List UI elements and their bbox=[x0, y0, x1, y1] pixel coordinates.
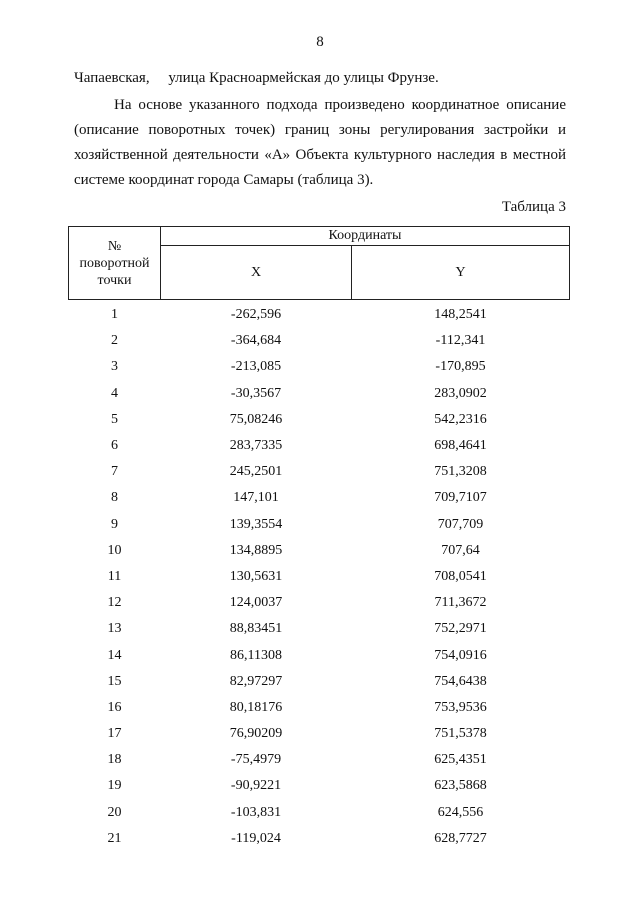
cell-y: 708,0541 bbox=[434, 568, 487, 584]
cell-x: 130,5631 bbox=[229, 568, 283, 584]
cell-x: -103,831 bbox=[230, 804, 282, 820]
header-num-word1: поворотной bbox=[79, 255, 150, 271]
cell-point-number: 17 bbox=[107, 726, 122, 742]
table-row bbox=[69, 721, 570, 747]
table-row bbox=[69, 747, 570, 773]
header-num-symbol: № bbox=[107, 238, 122, 254]
cell-x: 139,3554 bbox=[229, 516, 283, 532]
cell-x: -364,684 bbox=[230, 333, 282, 349]
cell-point-number: 3 bbox=[111, 359, 118, 375]
cell-point-number: 16 bbox=[107, 699, 122, 715]
cell-x: 88,83451 bbox=[229, 621, 283, 637]
table-row bbox=[69, 512, 570, 538]
cell-point-number: 6 bbox=[111, 438, 118, 454]
cell-x: 80,18176 bbox=[229, 699, 283, 715]
cell-y: 698,4641 bbox=[434, 438, 487, 454]
table-row bbox=[69, 773, 570, 799]
cell-y: 628,7727 bbox=[434, 830, 487, 846]
header-coordinates: Координаты bbox=[161, 227, 570, 246]
cell-point-number: 4 bbox=[111, 385, 118, 401]
table-row bbox=[69, 485, 570, 511]
table-row bbox=[69, 300, 570, 329]
cell-x: 86,11308 bbox=[230, 647, 282, 663]
table-row bbox=[69, 590, 570, 616]
cell-point-number: 18 bbox=[107, 752, 122, 768]
cell-y: 148,2541 bbox=[434, 307, 487, 323]
table-caption: Таблица 3 bbox=[501, 199, 566, 215]
cell-x: -75,4979 bbox=[230, 752, 282, 768]
cell-x: 75,08246 bbox=[229, 411, 283, 427]
table-row bbox=[69, 354, 570, 380]
header-point-number bbox=[69, 227, 161, 300]
header-num-word2: точки bbox=[97, 272, 132, 288]
cell-y: 709,7107 bbox=[434, 490, 487, 506]
header-x: X bbox=[161, 246, 352, 300]
table-row bbox=[69, 538, 570, 564]
table-body bbox=[69, 300, 570, 852]
cell-y: 707,64 bbox=[441, 542, 480, 558]
cell-x: -262,596 bbox=[230, 307, 282, 323]
cell-point-number: 12 bbox=[107, 595, 122, 611]
cell-point-number: 21 bbox=[107, 830, 122, 846]
cell-x: 283,7335 bbox=[229, 438, 283, 454]
cell-x: 147,101 bbox=[233, 490, 279, 506]
table-row bbox=[69, 800, 570, 826]
cell-x: -90,9221 bbox=[230, 778, 282, 794]
cell-x: 134,8895 bbox=[229, 542, 283, 558]
cell-x: 76,90209 bbox=[229, 726, 283, 742]
header-y: Y bbox=[352, 246, 570, 300]
table-row bbox=[69, 564, 570, 590]
cell-y: 283,0902 bbox=[434, 385, 487, 401]
table-row bbox=[69, 616, 570, 642]
table-row bbox=[69, 381, 570, 407]
body-paragraph: На основе указанного подхода произведено координатное описание (описание поворотных точек) границ зоны регулирования застройки и хозяйственной деятельности «А» Объекта культурного наследия в местной системе координат города Самары (таблица 3). bbox=[74, 97, 566, 188]
cell-x: -213,085 bbox=[230, 359, 282, 375]
cell-point-number: 11 bbox=[107, 568, 122, 584]
cell-point-number: 15 bbox=[107, 673, 122, 689]
cell-y: -112,341 bbox=[435, 333, 486, 349]
cell-y: 625,4351 bbox=[434, 752, 487, 768]
cell-point-number: 14 bbox=[107, 647, 122, 663]
cell-point-number: 10 bbox=[107, 542, 122, 558]
cell-point-number: 5 bbox=[111, 411, 118, 427]
cell-point-number: 20 bbox=[107, 804, 122, 820]
table-row bbox=[69, 433, 570, 459]
cell-point-number: 2 bbox=[111, 333, 118, 349]
street-line: Чапаевская, улица Красноармейская до улицы Фрунзе. bbox=[74, 70, 439, 86]
page-number: 8 bbox=[316, 34, 324, 50]
table-row bbox=[69, 642, 570, 668]
table-row bbox=[69, 669, 570, 695]
cell-x: -30,3567 bbox=[230, 385, 282, 401]
table-row bbox=[69, 407, 570, 433]
cell-x: -119,024 bbox=[231, 830, 281, 846]
cell-y: 751,5378 bbox=[434, 726, 487, 742]
cell-y: 752,2971 bbox=[434, 621, 487, 637]
cell-y: 754,0916 bbox=[434, 647, 487, 663]
cell-x: 245,2501 bbox=[229, 464, 283, 480]
cell-y: 542,2316 bbox=[434, 411, 487, 427]
coordinates-table bbox=[68, 226, 570, 852]
cell-point-number: 9 bbox=[111, 516, 118, 532]
cell-x: 82,97297 bbox=[229, 673, 283, 689]
cell-point-number: 19 bbox=[107, 778, 122, 794]
cell-y: 751,3208 bbox=[434, 464, 487, 480]
table-row bbox=[69, 459, 570, 485]
table-row bbox=[69, 826, 570, 852]
table-row bbox=[69, 328, 570, 354]
cell-y: 624,556 bbox=[437, 804, 484, 820]
cell-y: 754,6438 bbox=[434, 673, 487, 689]
cell-y: 753,9536 bbox=[434, 699, 487, 715]
cell-y: 711,3672 bbox=[434, 595, 487, 611]
table-row bbox=[69, 695, 570, 721]
cell-x: 124,0037 bbox=[229, 595, 283, 611]
cell-y: -170,895 bbox=[435, 359, 486, 375]
cell-point-number: 13 bbox=[107, 621, 122, 637]
cell-y: 707,709 bbox=[437, 516, 484, 532]
cell-point-number: 1 bbox=[111, 307, 118, 323]
cell-point-number: 7 bbox=[111, 464, 118, 480]
cell-y: 623,5868 bbox=[434, 778, 487, 794]
cell-point-number: 8 bbox=[111, 490, 118, 506]
